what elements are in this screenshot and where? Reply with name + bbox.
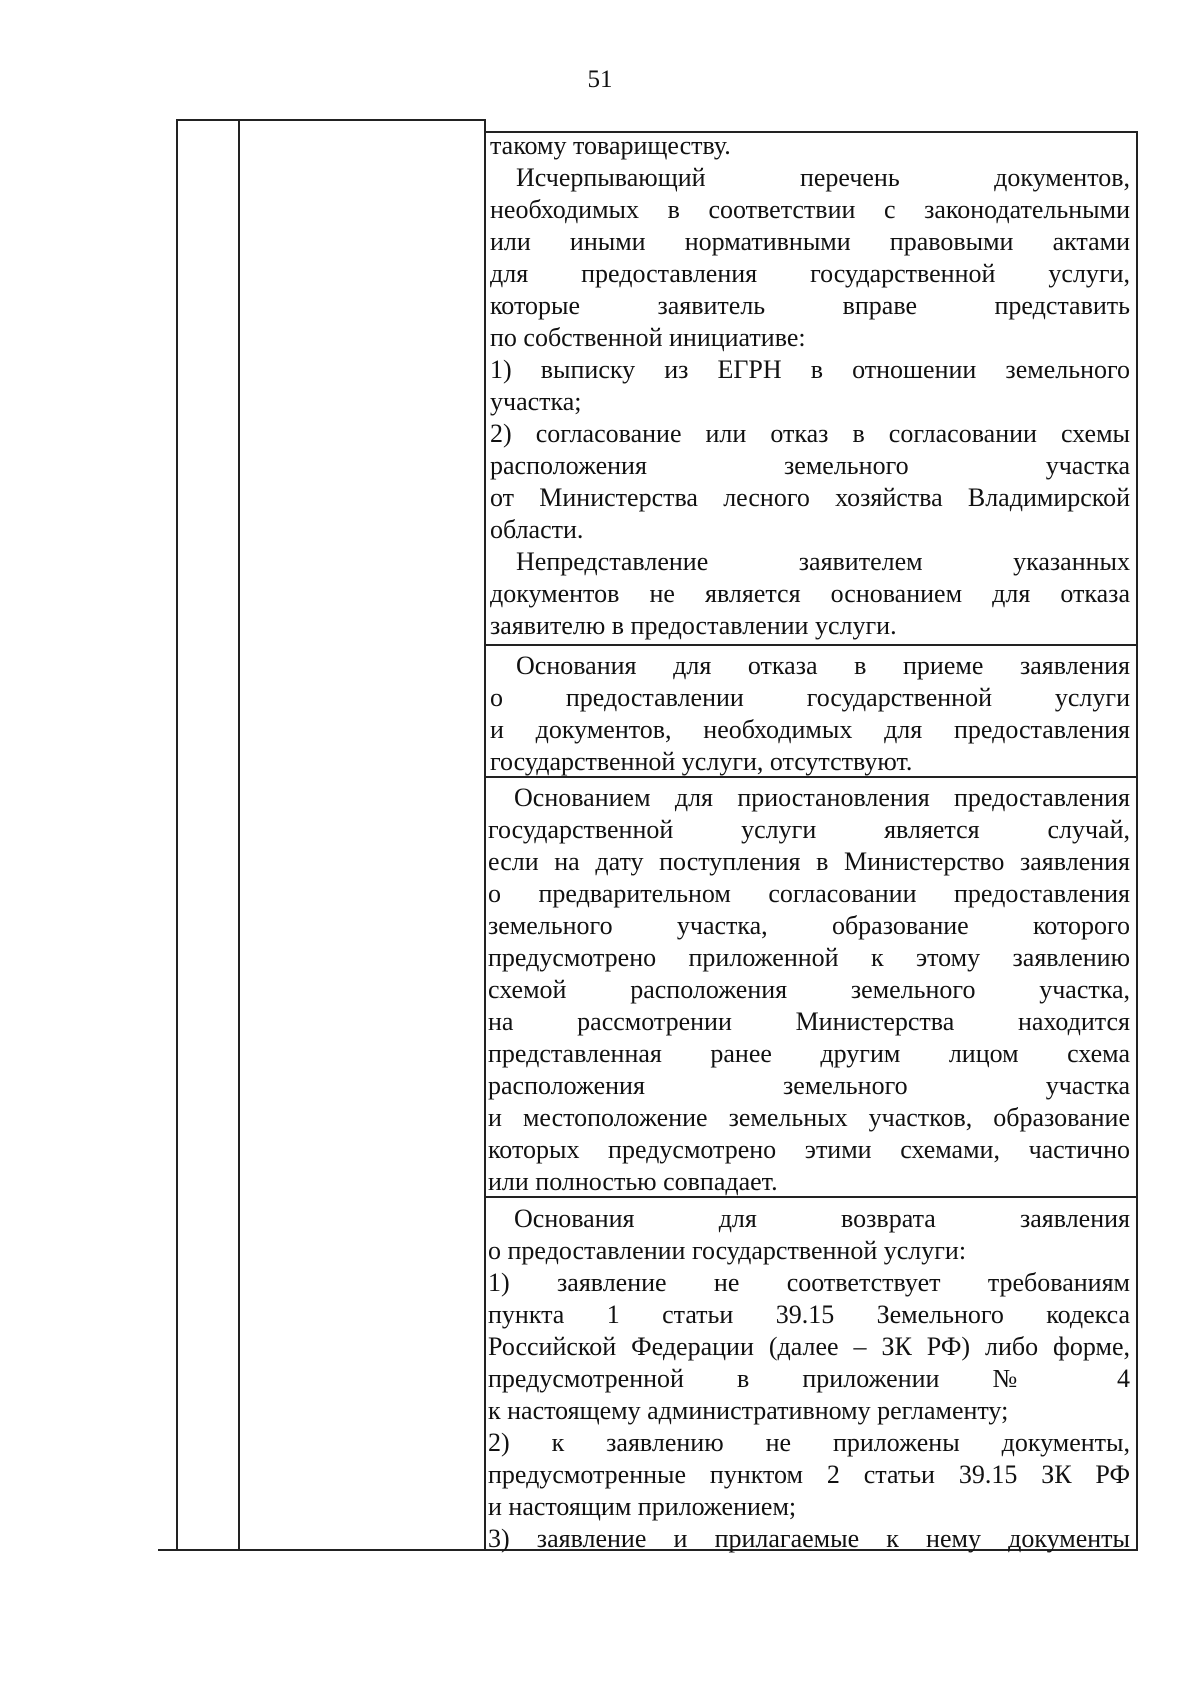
text-line: 2) к заявлению не приложены документы, bbox=[488, 1428, 1130, 1457]
text-line: или полностью совпадает. bbox=[488, 1167, 778, 1196]
text-line: заявителю в предоставлении услуги. bbox=[490, 611, 897, 640]
text-line: если на дату поступления в Министерство заявления bbox=[488, 847, 1130, 876]
text-line: области. bbox=[490, 515, 584, 544]
col-border-2 bbox=[238, 119, 240, 1550]
text-line: Основания для отказа в приеме заявления bbox=[516, 651, 1130, 680]
text-line: или иными нормативными правовыми актами bbox=[490, 227, 1130, 256]
text-line: от Министерства лесного хозяйства Владимирской bbox=[490, 483, 1130, 512]
cell-documents bbox=[490, 130, 1130, 642]
text-line: 2) согласование или отказ в согласовании схемы bbox=[490, 419, 1130, 448]
text-line: и настоящим приложением; bbox=[488, 1492, 797, 1521]
page-number: 51 bbox=[587, 66, 613, 93]
text-line: которых предусмотрено этими схемами, частично bbox=[488, 1135, 1130, 1164]
text-line: Основанием для приостановления предоставления bbox=[514, 783, 1130, 812]
text-line: Российской Федерации (далее – ЗК РФ) либо форме, bbox=[488, 1332, 1130, 1361]
table-top-border bbox=[178, 119, 484, 121]
text-line: Основания для возврата заявления bbox=[514, 1204, 1130, 1233]
text-line: государственной услуги является случай, bbox=[488, 815, 1130, 844]
row-border-1 bbox=[484, 644, 1138, 646]
cell-return-grounds bbox=[488, 1203, 1130, 1555]
text-line: участка; bbox=[490, 387, 582, 416]
text-line: и местоположение земельных участков, образование bbox=[488, 1103, 1130, 1132]
text-line: представленная ранее другим лицом схема bbox=[488, 1039, 1130, 1068]
text-line: 3) заявление и прилагаемые к нему документы bbox=[488, 1524, 1130, 1553]
text-line: предусмотрено приложенной к этому заявлению bbox=[488, 943, 1130, 972]
text-line: 1) выписку из ЕГРН в отношении земельного bbox=[490, 355, 1130, 384]
text-line: Исчерпывающий перечень документов, bbox=[516, 163, 1130, 192]
cell-suspension-grounds bbox=[488, 782, 1130, 1198]
text-line: земельного участка, образование которого bbox=[488, 911, 1130, 940]
col-border-3 bbox=[484, 119, 486, 1550]
text-line: о предоставлении государственной услуги: bbox=[488, 1236, 967, 1265]
text-line: Непредставление заявителем указанных bbox=[516, 547, 1130, 576]
text-line: документов не является основанием для отказа bbox=[490, 579, 1130, 608]
col-border-4 bbox=[1136, 131, 1138, 1550]
text-line: которые заявитель вправе представить bbox=[490, 291, 1130, 320]
text-line: государственной услуги, отсутствуют. bbox=[490, 747, 913, 776]
text-line: такому товариществу. bbox=[490, 131, 731, 160]
text-line: предусмотренной в приложении № 4 bbox=[488, 1364, 1130, 1393]
text-line: расположения земельного участка bbox=[490, 451, 1130, 480]
cell-refusal-grounds bbox=[490, 650, 1130, 778]
text-line: для предоставления государственной услуги, bbox=[490, 259, 1130, 288]
text-line: о предварительном согласовании предоставления bbox=[488, 879, 1130, 908]
text-line: и документов, необходимых для предоставления bbox=[490, 715, 1130, 744]
text-line: предусмотренные пунктом 2 статьи 39.15 ЗК РФ bbox=[488, 1460, 1130, 1489]
text-line: 1) заявление не соответствует требованиям bbox=[488, 1268, 1130, 1297]
col-border-1 bbox=[176, 119, 178, 1550]
text-line: схемой расположения земельного участка, bbox=[488, 975, 1130, 1004]
text-line: расположения земельного участка bbox=[488, 1071, 1130, 1100]
text-line: необходимых в соответствии с законодательными bbox=[490, 195, 1130, 224]
text-line: о предоставлении государственной услуги bbox=[490, 683, 1130, 712]
text-line: к настоящему административному регламенту; bbox=[488, 1396, 1009, 1425]
text-line: пункта 1 статьи 39.15 Земельного кодекса bbox=[488, 1300, 1130, 1329]
text-line: по собственной инициативе: bbox=[490, 323, 806, 352]
text-line: на рассмотрении Министерства находится bbox=[488, 1007, 1130, 1036]
